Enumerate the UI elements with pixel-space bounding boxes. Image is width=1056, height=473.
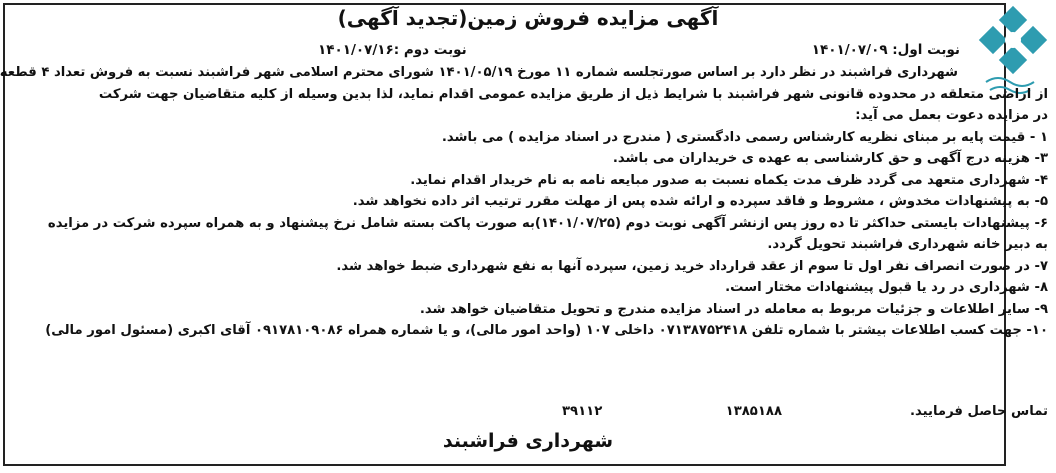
intro-line: از اراضی متعلقه در محدوده قانونی شهر فراشبند با شرایط ذیل از طریق مزایده عمومی اقدام نماید، لذا بدین وسیله از کلیه متقاضیان جهت شرکت <box>98 86 1048 102</box>
condition-item: ۵- به پیشنهادات مخدوش ، مشروط و فاقد سپرده و ارائه شده پس از مهلت مقرر ترتیب اثر داده نخواهد شد. <box>352 194 1048 209</box>
condition-item: ۴- شهرداری متعهد می گردد ظرف مدت یکماه نسبت به صدور مبایعه نامه به نام خریدار اقدام نماید. <box>410 172 1048 188</box>
condition-item: ۸- شهرداری در رد یا قبول پیشنهادات مختار است. <box>725 280 1048 295</box>
code-b: ۳۹۱۱۲ <box>562 404 603 419</box>
condition-item: ۹- سایر اطلاعات و جزئیات مربوط به معامله در اسناد مزایده مندرج و تحویل متقاضیان خواهد شد. <box>419 301 1048 317</box>
condition-item: ۱۰- جهت کسب اطلاعات بیشتر با شماره تلفن ۰۷۱۳۸۷۵۲۴۱۸ داخلی ۱۰۷ (واحد امور مالی)، و یا شماره همراه ۰۹۱۷۸۱۰۹۰۸۶ آقای اکبری (مسئول امور مالی) <box>45 323 1048 338</box>
intro-line: شهرداری فراشبند در نظر دارد بر اساس صورتجلسه شماره ۱۱ مورخ ۱۴۰۱/۰۵/۱۹ شورای محترم اسلامی شهر فراشبند نسبت به فروش تعداد ۴ قطعه <box>0 65 958 80</box>
reference-codes <box>562 404 782 419</box>
condition-item: ۶- پیشنهادات بایستی حداکثر تا ده روز پس ازنشر آگهی نوبت دوم (۱۴۰۱/۰۷/۲۵)به صورت پاکت بسته شامل نرخ پیشنهاد و به همراه سپرده شرکت در مزایده <box>47 215 1048 231</box>
condition-item: به دبیر خانه شهرداری فراشبند تحویل گردد. <box>767 237 1048 252</box>
page-title: آگهی مزایده فروش زمین(تجدید آگهی) <box>337 6 719 30</box>
condition-item: ۱ - قیمت پایه بر مبنای نظریه کارشناس رسمی دادگستری ( مندرج در اسناد مزایده ) می باشد. <box>441 129 1048 145</box>
intro-line: در مزایده دعوت بعمل می آید: <box>855 108 1048 123</box>
notice-body <box>0 62 1048 342</box>
first-publication-date: نوبت اول: ۱۴۰۱/۰۷/۰۹ <box>811 42 960 58</box>
condition-item: ۷- در صورت انصراف نفر اول تا سوم از عقد قرارداد خرید زمین، سپرده آنها به نفع شهرداری ضبط خواهد شد. <box>336 258 1048 274</box>
signature: شهرداری فراشبند <box>442 430 614 452</box>
code-a: ۱۳۸۵۱۸۸ <box>725 404 782 419</box>
condition-item: ۳- هزینه درج آگهی و حق کارشناسی به عهده ی خریداران می باشد. <box>612 151 1048 166</box>
second-publication-date: نوبت دوم :۱۴۰۱/۰۷/۱۶ <box>318 42 467 58</box>
contact-closing: تماس حاصل فرمایید. <box>909 404 1048 419</box>
